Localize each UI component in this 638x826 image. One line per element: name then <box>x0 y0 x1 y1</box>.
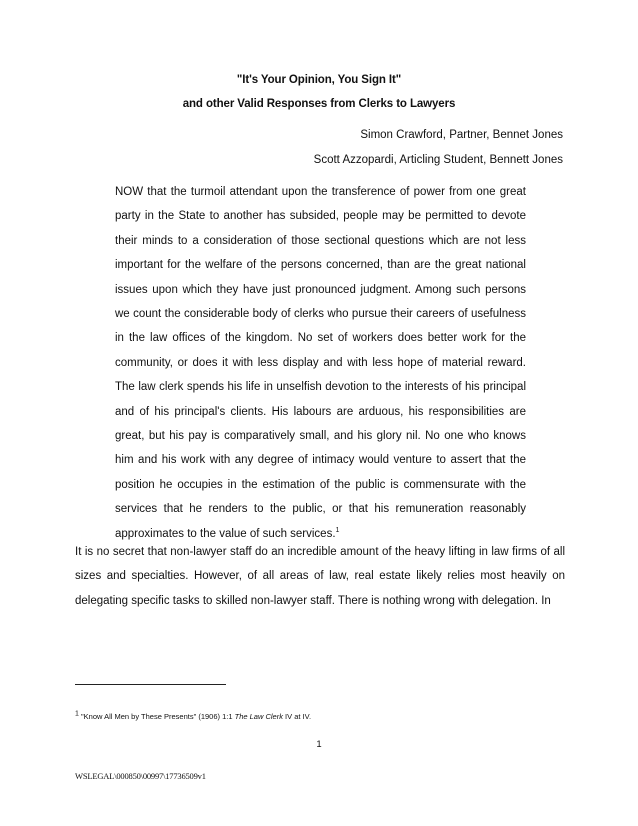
document-id: WSLEGAL\000850\00997\17736509v1 <box>75 771 206 781</box>
page-number: 1 <box>316 739 322 750</box>
footnote-number: 1 <box>75 710 79 718</box>
body-paragraph: It is no secret that non-lawyer staff do an incredible amount of the heavy lifting in law firms of all sizes and specialties. However, of all areas of law, real estate likely relies most heavily on delegating specific tasks to skilled non-lawyer staff. There is nothing wrong with delegation. In <box>75 546 565 607</box>
footnote-reference[interactable]: 1 <box>335 526 340 534</box>
document-subtitle: and other Valid Responses from Clerks to Lawyers <box>182 98 456 110</box>
block-quote-text: NOW that the turmoil attendant upon the transference of power from one great party in the State to another has subsided, people may be permitted to devote their minds to a consideration of those sectional questions which are not less important for the welfare of the persons concerned, than are the great national issues upon which they have just pronounced judgment. Among such persons we count the considerable body of clerks who pursue their careers of usefulness in the law offices of the kingdom. No set of workers does better work for the community, or does it with less display and with less hope of material reward. The law clerk spends his life in unselfish devotion to the interests of his principal and of his principal's clients. His labours are arduous, his responsibilities are great, but his pay is comparatively small, and his glory nil. No one who knows him and his work with any degree of intimacy would venture to assert that the position he occupies in the estimation of the public is commensurate with the services that he renders to the public, or that his remuneration reasonably approximates to the value of such services. <box>115 186 526 540</box>
footnote-italic-title: The Law Clerk <box>234 712 283 721</box>
footnote-text-after: IV at IV. <box>282 712 312 721</box>
footnote-text-before: "Know All Men by These Presents" (1906) 1:1 <box>81 712 235 721</box>
author-line-1: Simon Crawford, Partner, Bennet Jones <box>360 129 563 141</box>
document-title: "It's Your Opinion, You Sign It" <box>236 74 402 86</box>
footnote <box>75 712 311 721</box>
block-quote <box>115 180 526 546</box>
footnote-separator <box>75 684 226 685</box>
author-line-2: Scott Azzopardi, Articling Student, Bennett Jones <box>313 154 563 166</box>
